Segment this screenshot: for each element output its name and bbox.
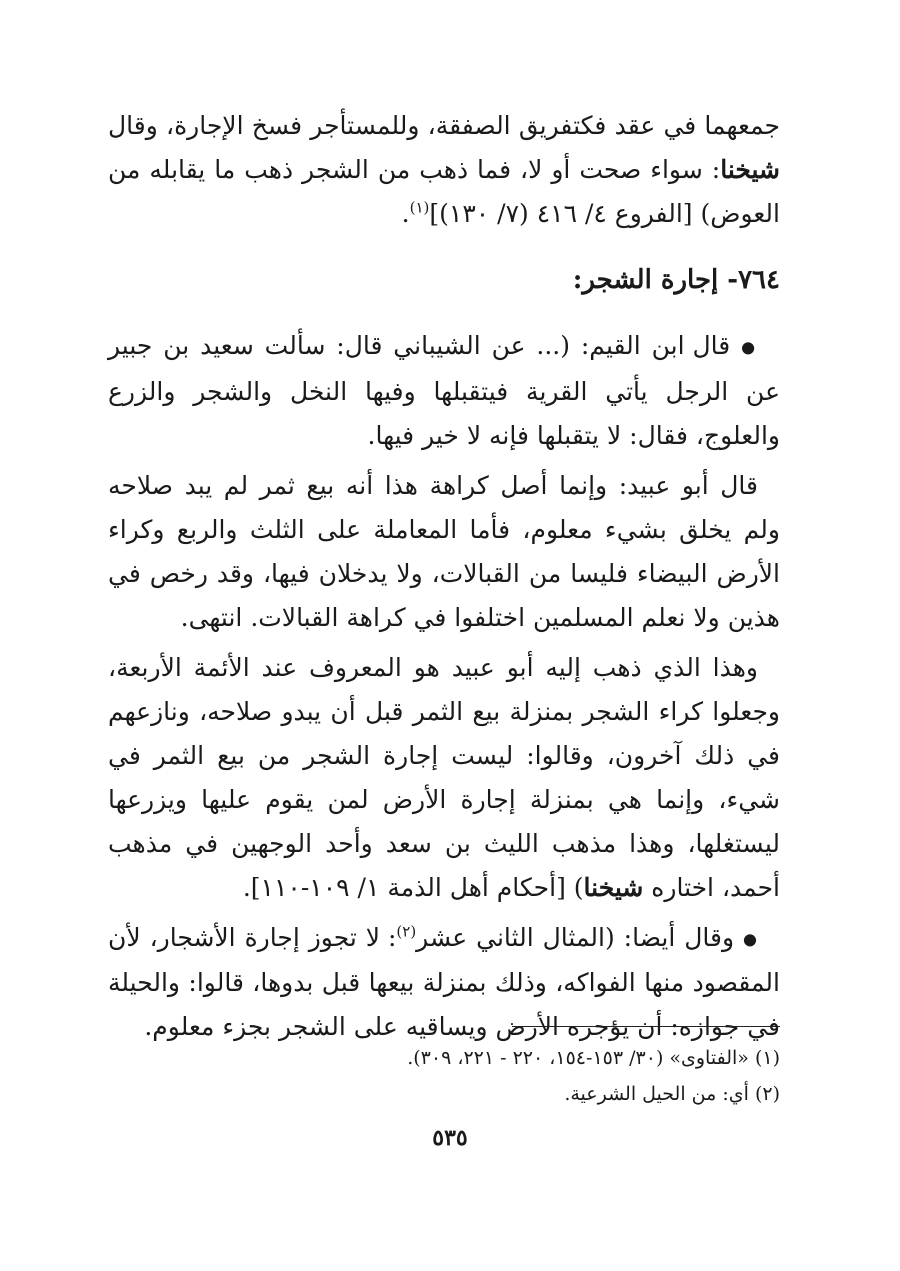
continuation-bold-term: شيخنا <box>720 155 780 184</box>
paragraph-ibn-qayyim <box>108 324 780 458</box>
bold-term: شيخنا <box>583 872 644 902</box>
footnote-ref-2[interactable]: (٢) <box>396 922 417 941</box>
footnote-divider <box>512 1026 780 1027</box>
paragraph-twelfth-example <box>108 916 780 1050</box>
paragraph-abu-ubaid: قال أبو عبيد: وإنما أصل كراهة هذا أنه بيع ثمر لم يبد صلاحه ولم يخلق بشيء معلوم، فأما المعاملة على الثلث والربع وكراء الأرض البيضاء فليسا من القبالات، ولا يدخلان فيها، وقد رخص في هذين ولا نعلم المسلمين اختلفوا في كراهة القبالات. انتهى. <box>108 470 780 632</box>
footnote-number: (٢) <box>754 1083 780 1105</box>
continuation-text-end: : سواء صحت أو لا، فما ذهب من الشجر ذهب ما يقابله من العوض) [الفروع ٤/ ٤١٦ (٧/ ١٣٠)] <box>108 155 780 228</box>
footnote-ref-1[interactable]: (١) <box>409 198 430 217</box>
page-number: ٥٣٥ <box>432 1125 468 1151</box>
footnote-item <box>108 1040 780 1076</box>
paragraph-text: قال ابن القيم: (... عن الشيباني قال: سألت سعيد بن جبير عن الرجل يأتي القرية فيتقبلها وفيها النخل والشجر والزرع والعلوج، فقال: لا يتقبلها فإنه لا خير فيها. <box>108 331 780 450</box>
section-heading: ٧٦٤- إجارة الشجر: <box>572 265 780 295</box>
continuation-period: . <box>401 199 410 228</box>
footnote-text: أي: من الحيل الشرعية. <box>564 1083 749 1105</box>
paragraph-text: وقال أيضا: (المثال الثاني عشر <box>416 922 735 952</box>
paragraph-text: وهذا الذي ذهب إليه أبو عبيد هو المعروف عند الأئمة الأربعة، وجعلوا كراء الشجر بمنزلة بيع الثمر قبل أن يبدو صلاحه، ونازعهم في ذلك آخرون، وقالوا: ليست إجارة الشجر من بيع الثمر في شيء، وإنما هي بمنزلة إجارة الأرض لمن يقوم عليها ويزرعها ليستغلها، وهذا مذهب الليث بن سعد وأحد الوجهين في مذهب أحمد، اختاره <box>108 652 780 902</box>
footnote-number: (١) <box>754 1047 780 1069</box>
continuation-paragraph <box>108 104 780 236</box>
continuation-text: جمعهما في عقد فكتفريق الصفقة، وللمستأجر فسخ الإجارة، وقال <box>108 111 780 140</box>
footnote-item <box>108 1076 780 1112</box>
bullet-icon: ● <box>741 337 758 357</box>
footnotes <box>108 1040 780 1112</box>
paragraph-text-end: : لا تجوز إجارة الأشجار، لأن المقصود منها الفواكه، وذلك بمنزلة بيعها قبل بدوها، قالوا: والحيلة في جوازه: أن يؤجره الأرض ويساقيه على الشجر بجزء معلوم. <box>108 922 780 1041</box>
bullet-icon: ● <box>743 929 759 948</box>
paragraph-madhhab <box>108 646 780 910</box>
page-body <box>108 104 780 1055</box>
footnote-text: «الفتاوى» (٣٠/ ١٥٣-١٥٤، ٢٢٠ - ٢٢١، ٣٠٩). <box>407 1047 749 1069</box>
paragraph-citation: ) [أحكام أهل الذمة ١/ ١٠٩-١١٠]. <box>242 872 584 902</box>
